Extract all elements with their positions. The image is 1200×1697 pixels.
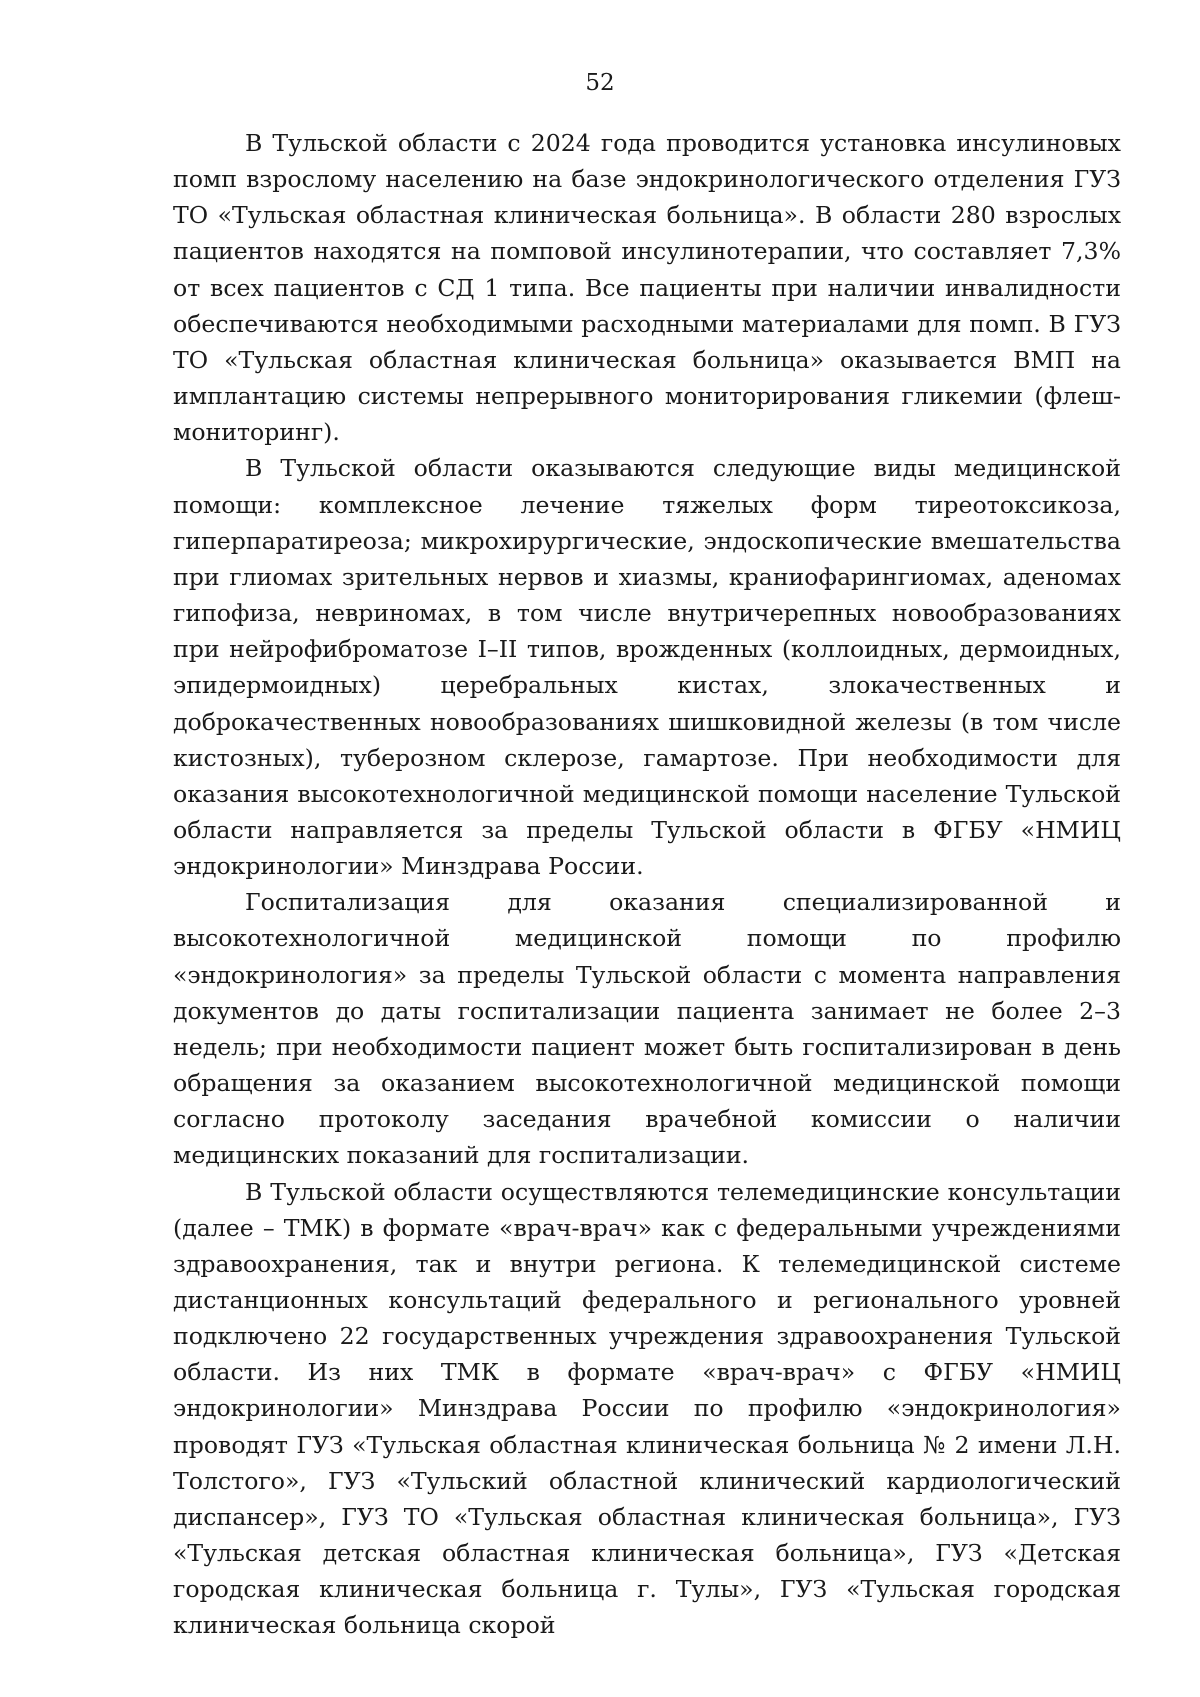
- paragraph-care-types: В Тульской области оказываются следующие виды медицинской помощи: комплексное лечение тяжелых форм тиреотоксикоза, гиперпаратиреоза; микрохирургические, эндоскопические вмешательства при глиомах зрительных нервов и хиазмы, краниофарингиомах, аденомах гипофиза, невриномах, в том числе внутричерепных новообразованиях при нейрофиброматозе I–II типов, врожденных (коллоидных, дермоидных, эпидермоидных) церебральных кистах, злокачественных и доброкачественных новообразованиях шишковидной железы (в том числе кистозных), туберозном склерозе, гамартозе. При необходимости для оказания высокотехнологичной медицинской помощи население Тульской области направляется за пределы Тульской области в ФГБУ «НМИЦ эндокринологии» Минздрава России.: [173, 454, 1121, 881]
- paragraph-telemedicine: В Тульской области осуществляются телемедицинские консультации (далее – ТМК) в формате «врач-врач» как с федеральными учреждениями здравоохранения, так и внутри региона. К телемедицинской системе дистанционных консультаций федерального и регионального уровней подключено 22 государственных учреждения здравоохранения Тульской области. Из них ТМК в формате «врач-врач» с ФГБУ «НМИЦ эндокринологии» Минздрава России по профилю «эндокринология» проводят ГУЗ «Тульская областная клиническая больница № 2 имени Л.Н. Толстого», ГУЗ «Тульский областной клинический кардиологический диспансер», ГУЗ ТО «Тульская областная клиническая больница», ГУЗ «Тульская детская областная клиническая больница», ГУЗ «Детская городская клиническая больница г. Тулы», ГУЗ «Тульская городская клиническая больница скорой: [173, 1177, 1121, 1640]
- paragraph-insulin-pumps: В Тульской области с 2024 года проводится установка инсулиновых помп взрослому населению на базе эндокринологического отделения ГУЗ ТО «Тульская областная клиническая больница». В области 280 взрослых пациентов находятся на помповой инсулинотерапии, что составляет 7,3% от всех пациентов с СД 1 типа. Все пациенты при наличии инвалидности обеспечиваются необходимыми расходными материалами для помп. В ГУЗ ТО «Тульская областная клиническая больница» оказывается ВМП на имплантацию системы непрерывного мониторирования гликемии (флеш-мониторинг).: [173, 129, 1121, 447]
- paragraph-hospitalization: Госпитализация для оказания специализированной и высокотехнологичной медицинской помощи по профилю «эндокринология» за пределы Тульской области с момента направления документов до даты госпитализации пациента занимает не более 2–3 недель; при необходимости пациент может быть госпитализирован в день обращения за оказанием высокотехнологичной медицинской помощи согласно протоколу заседания врачебной комиссии о наличии медицинских показаний для госпитализации.: [173, 888, 1121, 1170]
- document-body: [173, 125, 1121, 1644]
- page-number: 52: [585, 70, 615, 96]
